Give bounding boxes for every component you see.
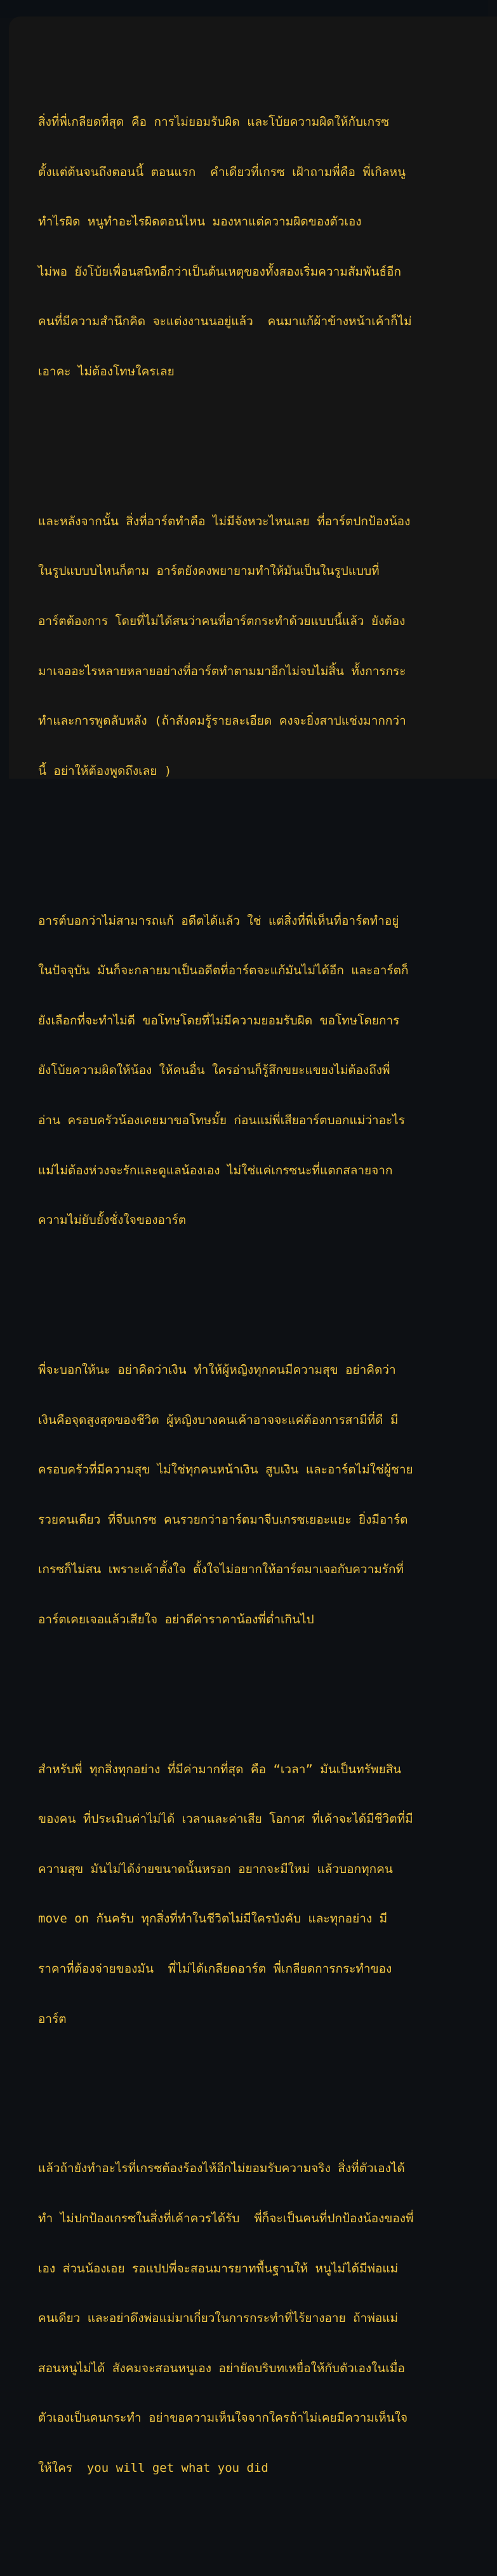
text-line: ตั้งแต่ต้นจนถึงตอนนี้ ตอนแรก คำเดียวที่เกรซ เฝ้าถามพี่คือ พี่เกิลหนู [38,164,406,179]
text-line: เอง ส่วนน้องเอย รอแปปพี่จะสอนมารยาทพื้นฐานให้ หนูไม่ได้มีพ่อแม่ [38,2261,399,2276]
text-line: อาร์ต [38,2011,67,2026]
text-line: ให้ใคร you will get what you did [38,2461,268,2475]
text-line: ความสุข มันไม่ได้ง่ายขนาดนั้นหรอก อยากจะมีใหม่ แล้วบอกทุกคน [38,1862,393,1876]
text-line: มาเจออะไรหลายหลายอย่างที่อาร์ตทำตามมาอีกไม่จบไม่สิ้น ทั้งการกระ [38,664,406,678]
text-line: ในปัจจุบัน มันก็จะกลายมาเป็นอดีตที่อาร์ตจะแก้มันไม่ได้อีก และอาร์ตก็ [38,963,409,978]
paragraph-2 [38,480,476,812]
text-line: ตัวเองเป็นคนกระทำ อย่าขอความเห็นใจจากใครถ้าไม่เคยมีความเห็นใจ [38,2411,408,2425]
text-line: นี้ อย่าให้ต้องพูดถึงเลย ) [38,763,172,778]
text-line: อ่าน ครอบครัวน้องเคยมาขอโทษมั้ย ก่อนแม่พี่เสียอาร์ตบอกแม่ว่าอะไร [38,1113,405,1127]
text-line: เกรซก็ไม่สน เพราะเค้าตั้งใจ ตั้งใจไม่อยากให้อาร์ตมาเจอกับความรักที่ [38,1562,404,1577]
text-line: เอาคะ ไม่ต้องโทษใครเลย [38,364,175,379]
text-line: พี่จะบอกให้นะ อย่าคิดว่าเงิน ทำให้ผู้หญิงทุกคนมีความสุข อย่าคิดว่า [38,1362,396,1377]
paragraph-3 [38,879,476,1262]
text-line: ยังเลือกที่จะทำไม่ดี ขอโทษโดยที่ไม่มีความยอมรับผิด ขอโทษโดยการ [38,1013,400,1028]
text-line: อาร์ตต้องการ โดยที่ไม่ได้สนว่าคนที่อาร์ตกระทำด้วยแบบนี้แล้ว ยังต้อง [38,614,406,628]
text-line: ยังโบ้ยความผิดให้น้อง ให้คนอื่น ใครอ่านก็รู้สึกขยะแขยงไม่ต้องถึงพี่ [38,1063,390,1078]
text-line: ในรูปแบบบไหนก็ตาม อาร์ตยังคงพยายามทำให้มันเป็นในรูปแบบที่ [38,564,380,579]
text-line: ทำและการพูดลับหลัง (ถ้าสังคมรู้รายละเอียด คงจะยิ่งสาปแช่งมากกว่า [38,714,406,728]
text-line: สอนหนูไม่ได้ สังคมจะสอนหนูเอง อย่ายัดบริบทเหยื่อให้กับตัวเองในเมื่อ [38,2361,405,2375]
text-line: อารต์บอกว่าไม่สามารถแก้ อดีตได้แล้ว ใช่ แต่สิ่งที่พี่เห็นที่อาร์ตทำอยู่ [38,913,399,928]
note-body [38,30,476,2576]
paragraph-5 [38,1727,476,2060]
paragraph-1 [38,81,476,413]
text-line: แม่ไม่ต้องห่วงจะรักและดูแลน้องเอง ไม่ใช่แค่เกรซนะที่แตกสลายจาก [38,1163,393,1177]
text-line: และหลังจากนั้น สิ่งที่อาร์ตทำคือ ไม่มีจังหวะไหนเลย ที่อาร์ตปกป้องน้อง [38,514,411,528]
text-line: สำหรับพี่ ทุกสิ่งทุกอย่าง ที่มีค่ามากที่สุด คือ “เวลา” มันเป็นทรัพยสิน [38,1762,402,1776]
text-line: อาร์ตเคยเจอแล้วเสียใจ อย่าตีค่าราคาน้องพี่ต่ำเกินไป [38,1612,314,1627]
text-line: ครอบครัวที่มีความสุข ไม่ใช่ทุกคนหน้าเงิน สูบเงิน และอาร์ตไม่ใช่ผู้ชาย [38,1463,413,1477]
text-line: เงินคือจุดสูงสุดของชีวิต ผู้หญิงบางคนเค้าอาจจะแค่ต้องการสามีที่ดี มี [38,1412,399,1427]
text-line: คนที่มีความสำนึกคิด จะแต่งงานนอยู่แล้ว คนมาแก้ผ้าข้างหน้าเค้าก็ไม่ [38,314,412,329]
status-bar [0,0,488,18]
text-line: ของคน ที่ประเมินค่าไม่ได้ เวลาและค่าเสีย โอกาศ ที่เค้าจะได้มีชีวิตที่มี [38,1812,413,1827]
text-line: ความไม่ยับยั้งชั่งใจของอาร์ต [38,1213,187,1228]
text-line: สิ่งที่พี่เกลียดที่สุด คือ การไม่ยอมรับผิด และโบ้ยความผิดให้กับเกรซ [38,115,390,130]
text-line: ไม่พอ ยังโบ้ยเพื่อนสนิทอีกว่าเป็นต้นเหตุของทั้งสองเริ่มความสัมพันธ์อีก [38,264,401,279]
text-line: move on กันครับ ทุกสิ่งที่ทำในชีวิตไม่มีใครบังคับ และทุกอย่าง มี [38,1912,388,1926]
text-line: ทำไรผิด หนูทำอะไรผิดตอนไหน มองหาแต่ความผิดของตัวเอง [38,215,362,229]
text-line: แล้วถ้ายังทำอะไรที่เกรซต้องร้องไห้อีกไม่ยอมรับความจริง สิ่งที่ตัวเองได้ [38,2161,405,2176]
note-sheet [9,17,497,2475]
paragraph-6 [38,2127,476,2510]
text-line: ทำ ไม่ปกป้องเกรซในสิ่งที่เค้าควรได้รับ พี่ก็จะเป็นคนที่ปกป้องน้องของพี่ [38,2211,414,2226]
text-line: ราคาที่ต้องจ่ายของมัน พี่ไม่ได้เกลียดอาร์ต พี่เกลียดการกระทำของ [38,1962,392,1976]
text-line: รวยคนเดียว ที่จีบเกรซ คนรวยกว่าอาร์ตมาจีบเกรซเยอะแยะ ยิ่งมีอาร์ต [38,1512,408,1527]
paragraph-4 [38,1329,476,1661]
text-line: คนเดียว และอย่าดึงพ่อแม่มาเกี่ยวในการกระทำที่ไร้ยางอาย ถ้าพ่อแม่ [38,2311,399,2326]
